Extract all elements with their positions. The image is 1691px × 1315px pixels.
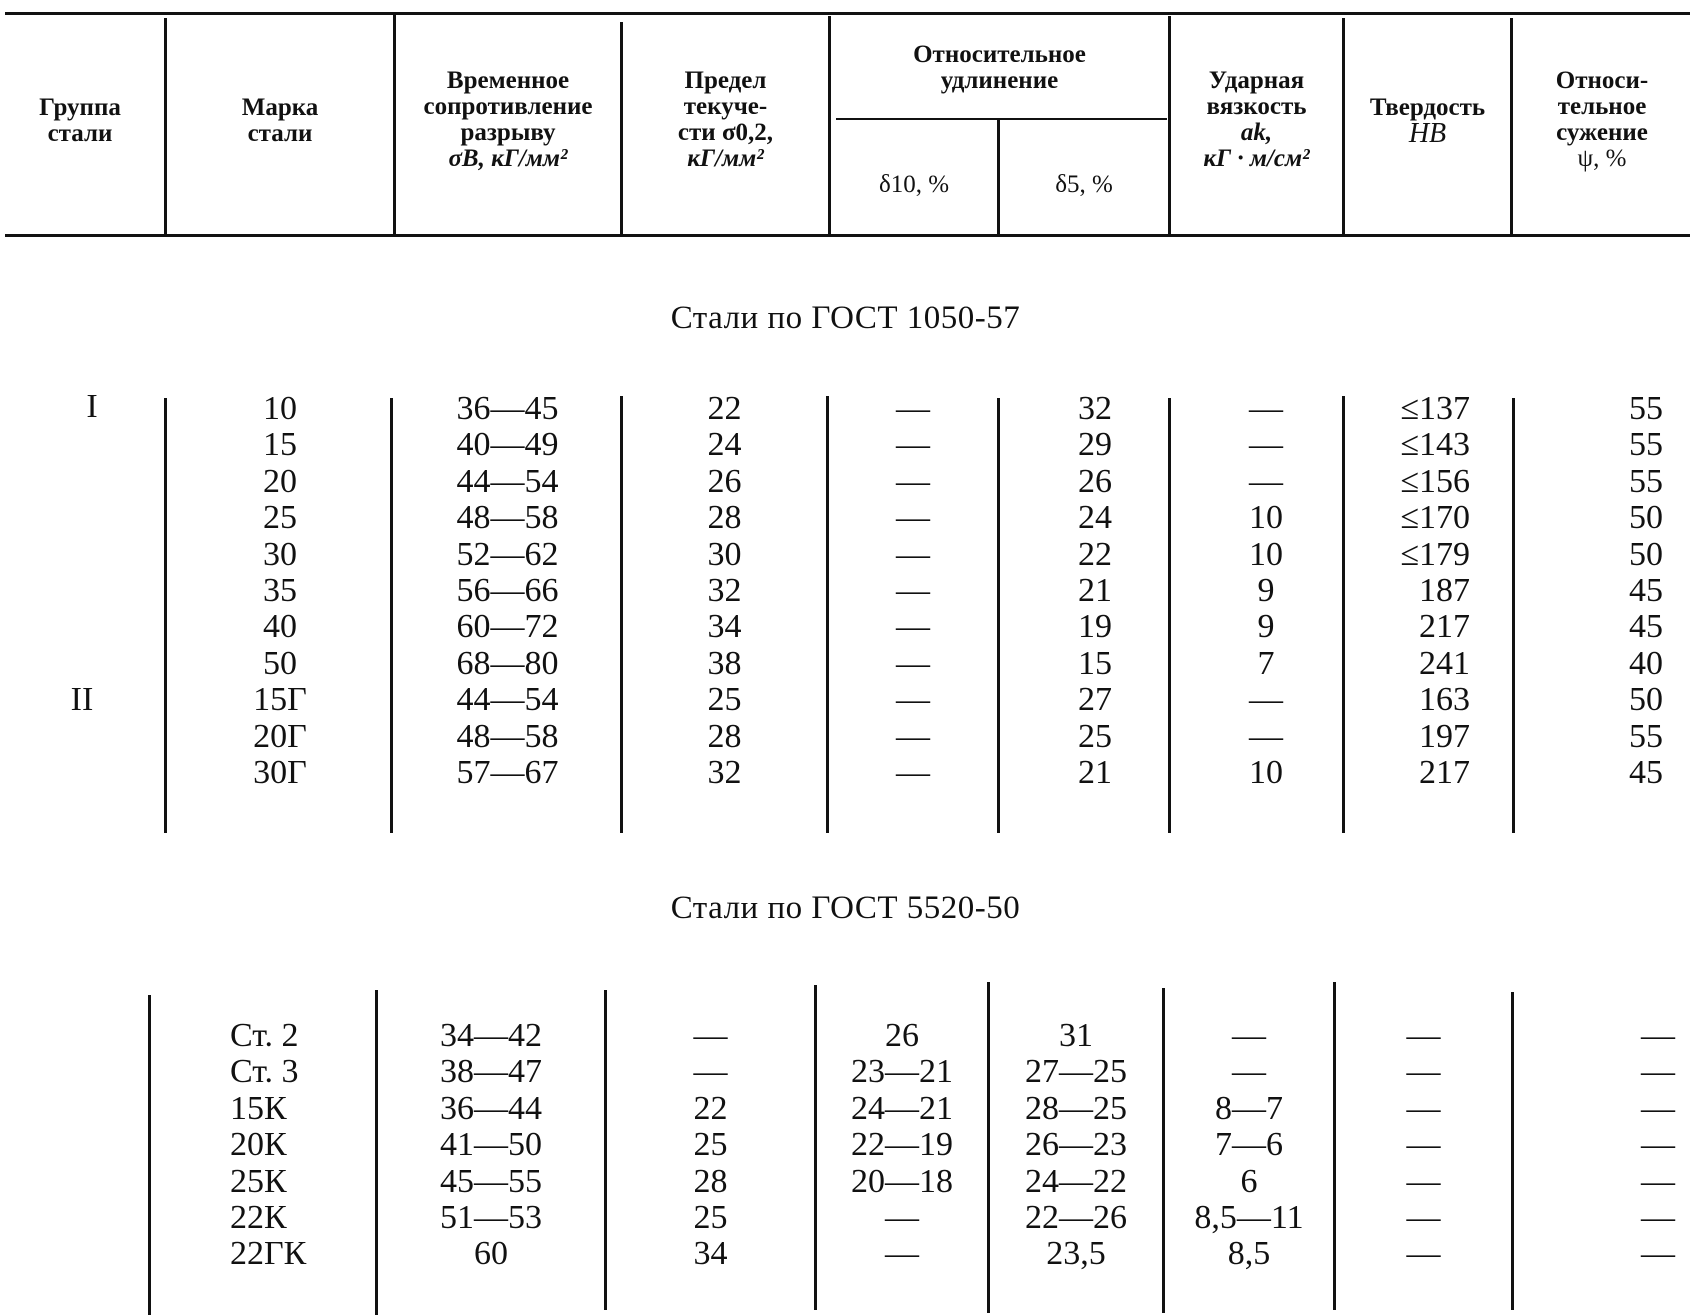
table-cell: 27 <box>1078 681 1112 719</box>
table-cell: 25К <box>230 1162 287 1200</box>
section2-divider <box>148 995 151 1315</box>
table-cell: 45 <box>1629 608 1663 646</box>
s2-tensile-column <box>378 1018 604 1273</box>
table-cell: — <box>1406 1053 1441 1091</box>
group-label-I: I <box>86 388 98 425</box>
table-cell: 25 <box>693 1126 728 1164</box>
section-title-gost-1050-57: Стали по ГОСТ 1050-57 <box>670 300 1021 336</box>
table-cell: 45 <box>1629 571 1663 609</box>
table-cell: 55 <box>1629 717 1663 755</box>
table-cell: 22—26 <box>1025 1198 1127 1236</box>
table-cell: — <box>1641 1053 1675 1091</box>
header-impact: Ударная вязкость ak, кГ · м/см² <box>1203 67 1310 172</box>
table-cell: — <box>896 426 930 464</box>
table-cell: 32 <box>1078 390 1112 427</box>
header-d10: δ10, % <box>878 171 950 198</box>
header-top-rule <box>5 12 1690 15</box>
table-cell: 68—80 <box>456 644 559 682</box>
table-cell: 163 <box>1419 681 1470 719</box>
table-cell: 45—55 <box>440 1162 542 1200</box>
s2-grade-column <box>230 1018 370 1273</box>
table-cell: 21 <box>1078 753 1112 791</box>
table-cell: 187 <box>1419 571 1470 609</box>
table-cell: 22ГК <box>230 1235 307 1273</box>
table-cell: — <box>896 499 930 537</box>
s1-grade-column <box>200 391 360 791</box>
table-cell: 51—53 <box>440 1198 542 1236</box>
table-cell: 44—54 <box>456 462 559 500</box>
elongation-sub-rule <box>836 118 1167 120</box>
s2-d5-column <box>990 1018 1162 1273</box>
table-cell: 20—18 <box>851 1162 953 1200</box>
table-cell: — <box>1641 1126 1675 1164</box>
s1-d10-column <box>829 391 997 791</box>
header-group: Группа стали <box>39 94 121 147</box>
table-cell: — <box>896 462 930 500</box>
table-cell: 22 <box>707 390 742 427</box>
table-cell: 10 <box>1249 535 1283 573</box>
table-cell: 22 <box>693 1089 728 1127</box>
table-cell: — <box>896 753 930 791</box>
s1-impact-column <box>1171 391 1361 791</box>
table-cell: — <box>896 390 930 427</box>
table-cell: — <box>693 1053 728 1091</box>
table-cell: 8—7 <box>1215 1089 1283 1127</box>
header-d5: δ5, % <box>1055 171 1113 198</box>
table-cell: 32 <box>707 571 742 609</box>
table-cell: — <box>896 681 930 719</box>
table-cell: — <box>1641 1089 1675 1127</box>
table-cell: 30Г <box>253 753 307 791</box>
table-cell: 38 <box>707 644 742 682</box>
table-cell: 217 <box>1419 608 1470 646</box>
table-cell: — <box>1249 681 1283 719</box>
s2-reduction-column <box>1514 1018 1691 1273</box>
table-cell: 57—67 <box>456 753 559 791</box>
table-cell: — <box>1641 1235 1675 1273</box>
table-cell: 52—62 <box>456 535 559 573</box>
table-cell: 25 <box>263 499 297 537</box>
table-cell: ≤137 <box>1400 390 1470 427</box>
table-cell: — <box>885 1235 919 1273</box>
table-cell: 50 <box>1629 535 1663 573</box>
table-cell: 40—49 <box>456 426 559 464</box>
s2-d10-column <box>817 1018 987 1273</box>
table-cell: 32 <box>707 753 742 791</box>
table-cell: 36—44 <box>440 1089 542 1127</box>
s1-yield-column <box>623 391 826 791</box>
table-cell: 10 <box>1249 499 1283 537</box>
table-cell: 8,5—11 <box>1194 1198 1304 1236</box>
table-cell: 26 <box>707 462 742 500</box>
table-cell: — <box>1641 1017 1675 1054</box>
table-cell: 35 <box>263 571 297 609</box>
table-cell: 24 <box>1078 499 1112 537</box>
table-cell: 34—42 <box>440 1017 542 1054</box>
table-cell: 15 <box>263 426 297 464</box>
table-cell: 41—50 <box>440 1126 542 1164</box>
s1-reduction-column <box>1515 391 1691 791</box>
table-cell: — <box>896 717 930 755</box>
table-cell: 60 <box>474 1235 508 1273</box>
table-cell: — <box>693 1017 728 1054</box>
table-cell: — <box>896 608 930 646</box>
table-cell: 8,5 <box>1227 1235 1271 1273</box>
header-tensile: Временное сопротивление разрыву σB, кГ/мм² <box>423 67 593 172</box>
header-reduction: Относи- тельное сужение ψ, % <box>1555 67 1649 172</box>
table-cell: 24—21 <box>851 1089 953 1127</box>
table-cell: 20Г <box>253 717 307 755</box>
table-cell: 34 <box>693 1235 728 1273</box>
table-cell: 40 <box>263 608 297 646</box>
table-cell: — <box>1406 1017 1441 1054</box>
table-cell: 28—25 <box>1025 1089 1127 1127</box>
table-cell: 21 <box>1078 571 1112 609</box>
table-cell: 55 <box>1629 390 1663 427</box>
table-cell: 15 <box>1078 644 1112 682</box>
table-cell: 50 <box>1629 681 1663 719</box>
table-cell: — <box>1249 462 1283 500</box>
table-cell: 26 <box>1078 462 1112 500</box>
table-cell: 10 <box>263 390 297 427</box>
table-cell: — <box>1232 1053 1266 1091</box>
table-cell: — <box>1249 426 1283 464</box>
table-cell: 30 <box>263 535 297 573</box>
table-cell: 26 <box>885 1017 919 1054</box>
section1-divider <box>164 398 167 833</box>
table-cell: 7 <box>1257 644 1275 682</box>
table-cell: 45 <box>1629 753 1663 791</box>
s2-hardness-column <box>1336 1018 1511 1273</box>
table-cell: — <box>1406 1089 1441 1127</box>
table-cell: 27—25 <box>1025 1053 1127 1091</box>
table-cell: ≤170 <box>1400 499 1470 537</box>
table-cell: 24—22 <box>1025 1162 1127 1200</box>
table-cell: — <box>1406 1235 1441 1273</box>
table-cell: 15Г <box>253 681 307 719</box>
table-cell: 29 <box>1078 426 1112 464</box>
table-cell: 36—45 <box>456 390 559 427</box>
s1-tensile-column <box>395 391 620 791</box>
table-cell: 6 <box>1240 1162 1258 1200</box>
s2-impact-column <box>1165 1018 1333 1273</box>
header-grade: Марка стали <box>241 94 319 147</box>
table-cell: 48—58 <box>456 717 559 755</box>
table-cell: — <box>896 571 930 609</box>
table-cell: 241 <box>1419 644 1470 682</box>
table-cell: 50 <box>1629 499 1663 537</box>
table-cell: 19 <box>1078 608 1112 646</box>
table-cell: 40 <box>1629 644 1663 682</box>
table-cell: 44—54 <box>456 681 559 719</box>
section-title-gost-5520-50: Стали по ГОСТ 5520-50 <box>670 890 1021 926</box>
table-cell: — <box>1641 1162 1675 1200</box>
table-cell: 28 <box>707 499 742 537</box>
table-cell: 23,5 <box>1046 1235 1106 1273</box>
table-cell: 55 <box>1629 462 1663 500</box>
table-cell: 30 <box>707 535 742 573</box>
table-cell: 20К <box>230 1126 287 1164</box>
table-cell: 22К <box>230 1198 287 1236</box>
table-cell: 24 <box>707 426 742 464</box>
table-cell: 28 <box>693 1162 728 1200</box>
s1-hardness-column <box>1345 391 1510 791</box>
table-cell: 22—19 <box>851 1126 953 1164</box>
header-bottom-rule <box>5 234 1690 237</box>
table-cell: 9 <box>1257 608 1275 646</box>
table-cell: 22 <box>1078 535 1112 573</box>
header-elongation: Относительное удлинение <box>913 41 1086 94</box>
table-cell: 10 <box>1249 753 1283 791</box>
table-cell: — <box>1232 1017 1266 1054</box>
table-cell: 25 <box>693 1198 728 1236</box>
table-cell: 48—58 <box>456 499 559 537</box>
table-cell: Ст. 2 <box>230 1017 299 1054</box>
table-cell: 25 <box>1078 717 1112 755</box>
table-cell: 38—47 <box>440 1053 542 1091</box>
table-cell: — <box>885 1198 919 1236</box>
table-cell: 15К <box>230 1089 287 1127</box>
table-cell: 26—23 <box>1025 1126 1127 1164</box>
table-cell: 34 <box>707 608 742 646</box>
header-yield: Предел текуче- сти σ0,2, кГ/мм² <box>677 67 774 172</box>
table-cell: 28 <box>707 717 742 755</box>
table-cell: 217 <box>1419 753 1470 791</box>
table-cell: 31 <box>1059 1017 1093 1054</box>
table-cell: — <box>1406 1126 1441 1164</box>
table-cell: — <box>896 535 930 573</box>
table-cell: 23—21 <box>851 1053 953 1091</box>
group-label-II: II <box>70 681 94 718</box>
table-cell: 25 <box>707 681 742 719</box>
table-cell: 56—66 <box>456 571 559 609</box>
table-cell: 60—72 <box>456 608 559 646</box>
table-cell: 20 <box>263 462 297 500</box>
table-cell: — <box>1406 1162 1441 1200</box>
table-cell: Ст. 3 <box>230 1053 299 1091</box>
s2-yield-column <box>607 1018 814 1273</box>
table-cell: ≤156 <box>1400 462 1470 500</box>
section1-divider <box>390 398 393 833</box>
table-cell: 197 <box>1419 717 1470 755</box>
table-cell: — <box>896 644 930 682</box>
table-cell: ≤179 <box>1400 535 1470 573</box>
table-cell: — <box>1641 1198 1675 1236</box>
header-hardness: Твердость HB <box>1369 94 1486 149</box>
table-cell: 7—6 <box>1215 1126 1283 1164</box>
table-cell: — <box>1249 717 1283 755</box>
s1-d5-column <box>1000 391 1190 791</box>
table-cell: ≤143 <box>1400 426 1470 464</box>
table-cell: — <box>1406 1198 1441 1236</box>
table-cell: 55 <box>1629 426 1663 464</box>
table-cell: 9 <box>1257 571 1275 609</box>
table-cell: — <box>1249 390 1283 427</box>
table-cell: 50 <box>263 644 297 682</box>
